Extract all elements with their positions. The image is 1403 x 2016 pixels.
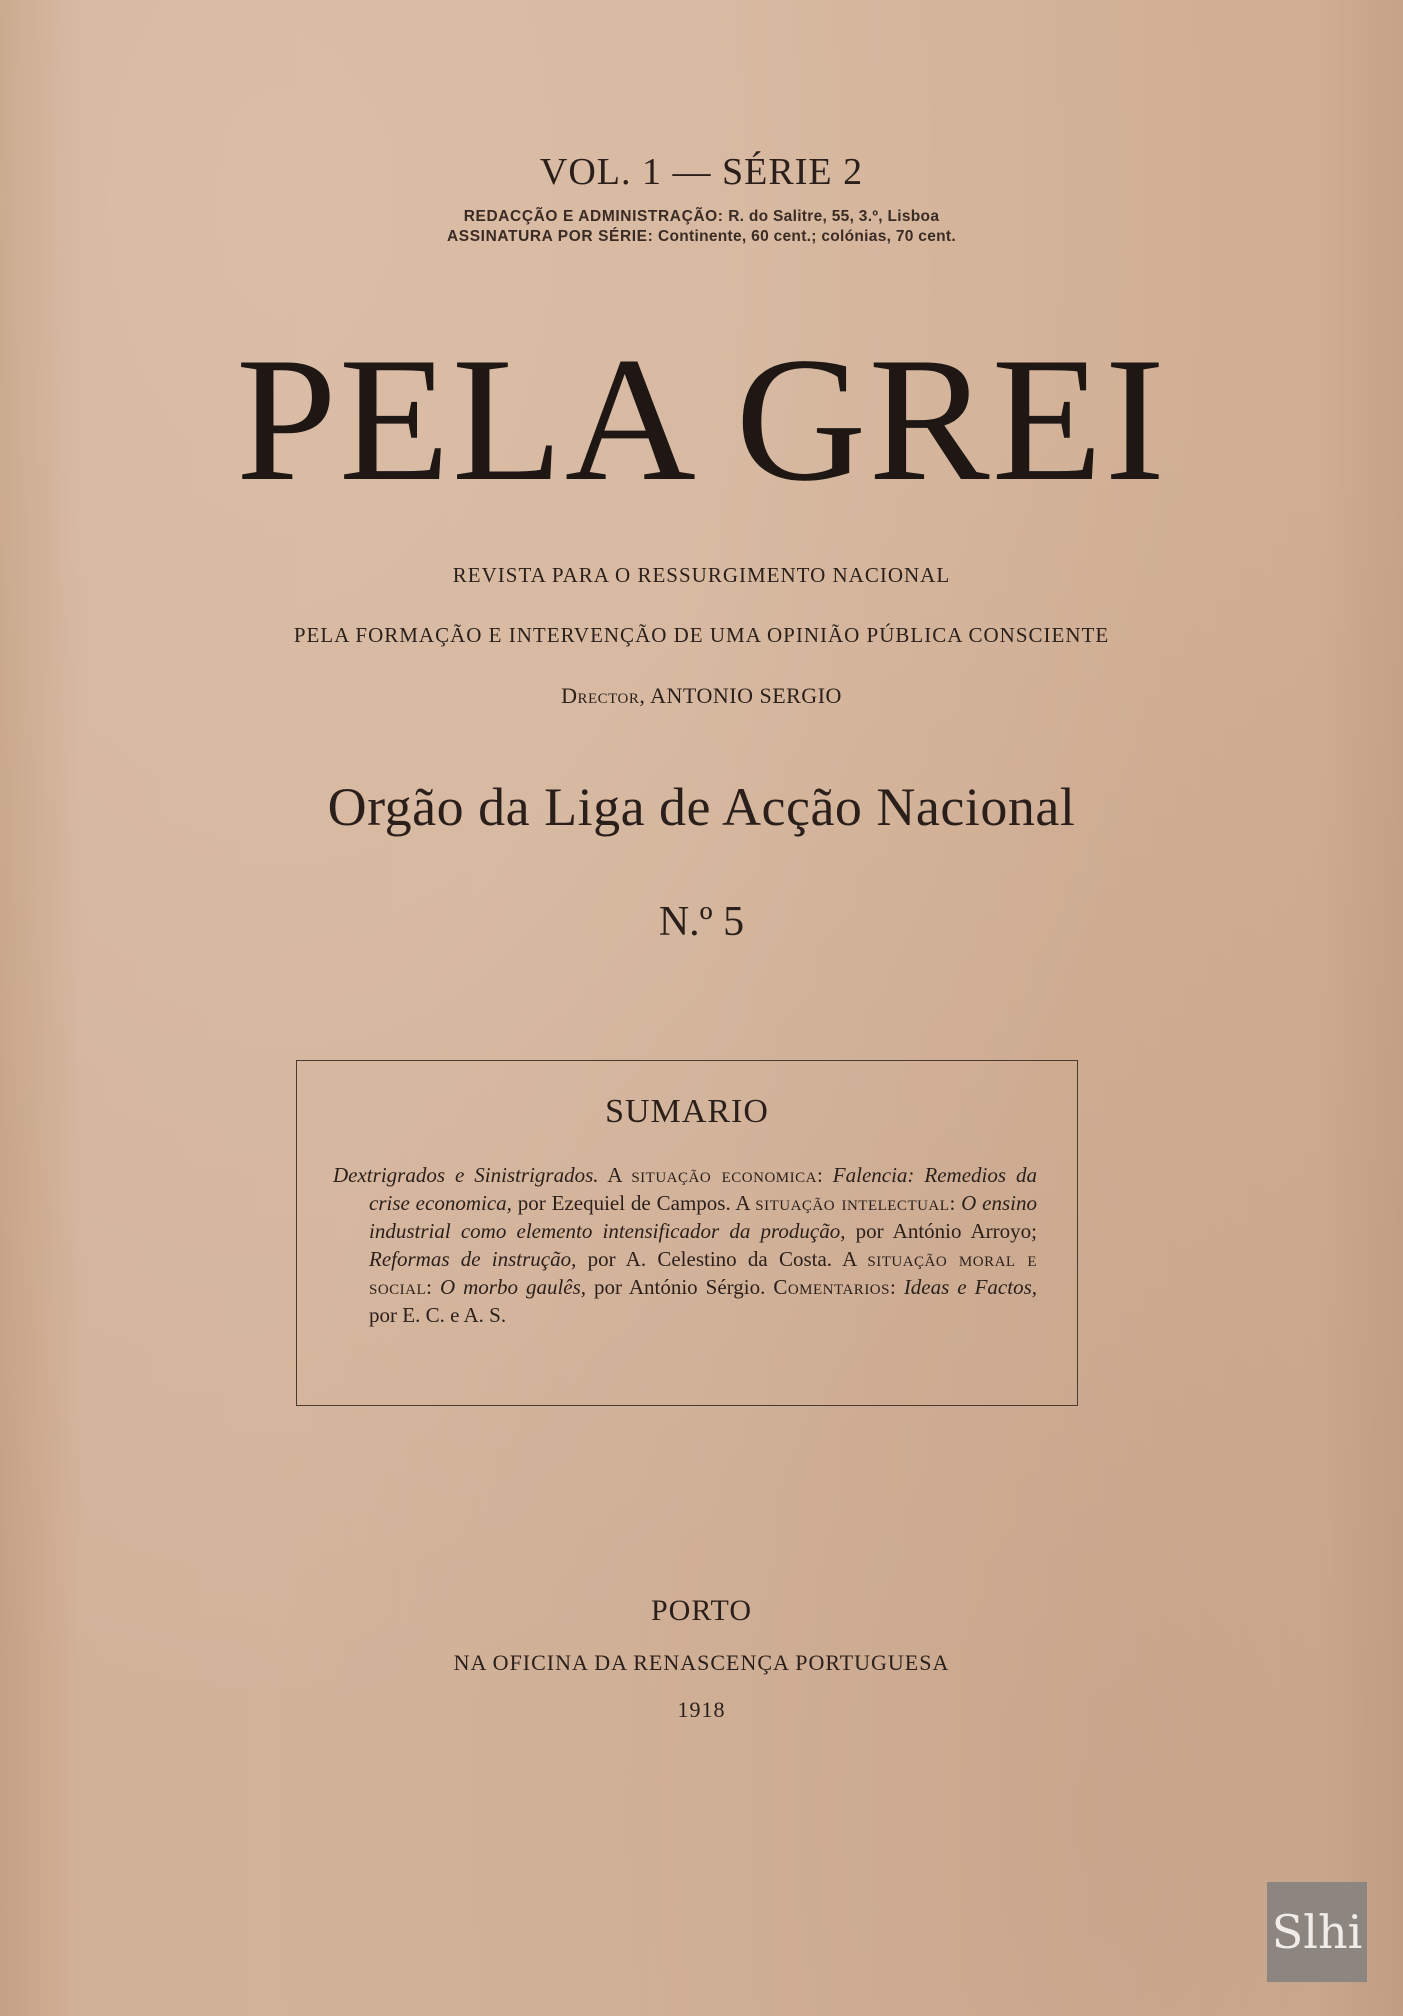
summary-heading: SUMARIO (605, 1093, 769, 1130)
summary-text-part: : (816, 1163, 833, 1187)
admin-label: REDACÇÃO E ADMINISTRAÇÃO: (463, 208, 724, 225)
summary-section: situação moral e social (369, 1247, 1037, 1299)
summary-text-part: : (889, 1275, 904, 1299)
admin-line (0, 207, 1403, 227)
summary-text-part: por A. Celestino da Costa. A (576, 1247, 868, 1271)
summary-section: situação economica (631, 1163, 817, 1187)
summary-box (296, 1060, 1078, 1406)
summary-text-part: por E. C. e A. S. (369, 1303, 507, 1327)
subscription-line (0, 227, 1403, 247)
subscription-label: ASSINATURA POR SÉRIE: (447, 228, 654, 245)
director-line: Drector, ANTONIO SERGIO (561, 683, 842, 708)
publication-year: 1918 (677, 1697, 726, 1722)
issue-number: N.º 5 (658, 899, 745, 945)
summary-item: O morbo gaulês, (440, 1275, 587, 1299)
summary-text-part: por António Arroyo; (845, 1219, 1037, 1243)
summary-item: O ensino industrial como elemento intensificador da produção, (369, 1191, 1037, 1243)
summary-text-part: por Ezequiel de Campos. A (511, 1191, 756, 1215)
summary-item: Reformas de instrução, (369, 1247, 577, 1271)
magazine-title: PELA GREI (235, 320, 1168, 518)
summary-section: Comentarios (773, 1275, 890, 1299)
summary-text-part: : (949, 1191, 962, 1215)
summary-text-part: : (426, 1275, 440, 1299)
publisher-line: NA OFICINA DA RENASCENÇA PORTUGUESA (453, 1650, 950, 1675)
summary-item: Dextrigrados e Sinistrigrados. (333, 1163, 599, 1187)
summary-item: Ideas e Factos, (903, 1275, 1037, 1299)
summary-item: Falencia: Remedios da crise economica, (369, 1163, 1037, 1215)
summary-text-part: por António Sérgio. (586, 1275, 774, 1299)
subscription-value: Continente, 60 cent.; colónias, 70 cent. (658, 228, 956, 245)
volume-line: VOL. 1 — SÉRIE 2 (539, 151, 864, 193)
library-logo: Slhi (1267, 1882, 1367, 1982)
admin-info (0, 207, 1403, 247)
summary-text (333, 1161, 1037, 1329)
admin-value: R. do Salitre, 55, 3.º, Lisboa (728, 208, 940, 225)
summary-text-part: A (598, 1163, 632, 1187)
subtitle-line-2: PELA FORMAÇÃO E INTERVENÇÃO DE UMA OPINIÃO PÚBLICA CONSCIENTE (293, 623, 1110, 647)
summary-section: situação intelectual (755, 1191, 950, 1215)
subtitle-line-1: REVISTA PARA O RESSURGIMENTO NACIONAL (452, 563, 951, 587)
organ-line: Orgão da Liga de Acção Nacional (327, 777, 1076, 837)
publication-city: PORTO (650, 1594, 752, 1627)
